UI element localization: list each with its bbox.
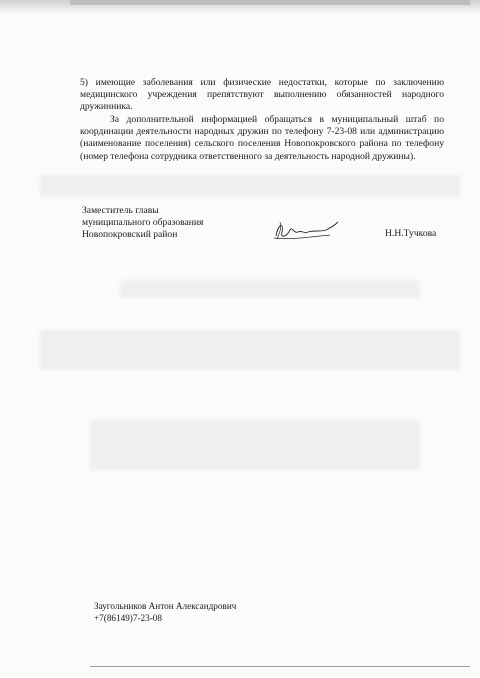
bleed-through: [40, 175, 460, 197]
executor-name: Заугольников Антон Александрович: [94, 601, 237, 611]
bleed-through: [90, 420, 420, 470]
handwritten-signature: [270, 218, 342, 242]
position-line: Новопокровский район: [82, 229, 178, 241]
signatory-name: Н.Н.Тучкова: [385, 228, 437, 239]
signatory-position: [82, 205, 262, 242]
paragraph-item-5: 5) имеющие заболевания или физические недостатки, которые по заключению медицинского учреждения препятствуют выполнению обязанностей народного дружинника.: [80, 77, 444, 113]
bleed-through: [120, 280, 420, 298]
scan-edge: [70, 0, 470, 5]
executor-contact: [94, 601, 314, 624]
paragraph-contact-info: За дополнительной информацией обращаться в муниципальный штаб по координации деятельности народных дружин по телефону 7-23-08 или администрацию (наименование поселения) сельского поселения Новопокровского района по телефону (номер телефона сотрудника ответственного за деятельность народной дружины).: [80, 114, 444, 162]
position-line: Заместитель главы: [82, 205, 159, 216]
position-line: муниципального образования: [82, 217, 204, 229]
bleed-through: [40, 330, 460, 370]
bottom-edge-line: [90, 666, 470, 667]
executor-phone: +7(86149)7-23-08: [94, 612, 162, 623]
